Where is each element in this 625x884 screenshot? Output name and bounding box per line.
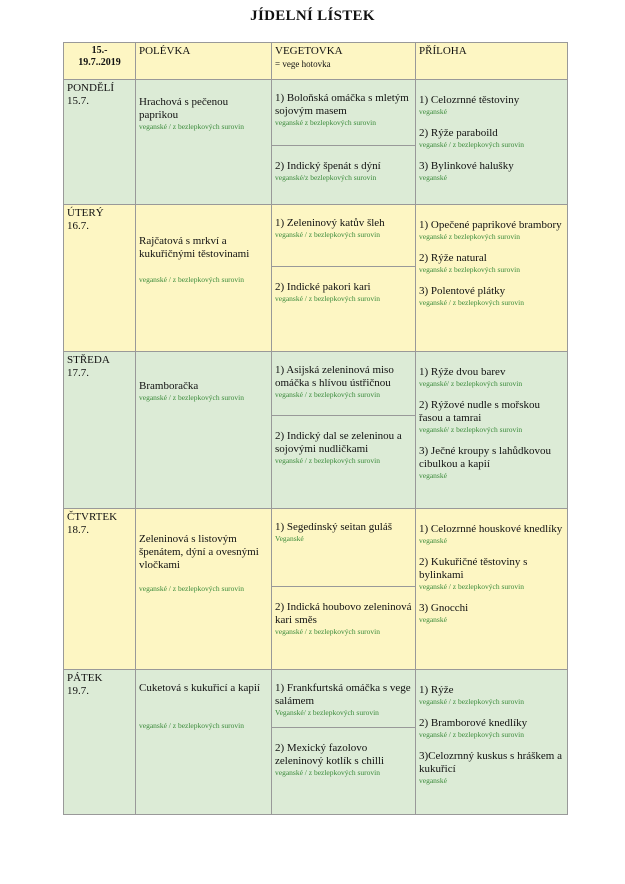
vege-cell: [272, 670, 416, 815]
vege-name: 2) Mexický fazolovo zeleninový kotlík s chilli: [275, 742, 385, 767]
soup-name: Bramboračka: [139, 380, 199, 392]
soup-cell: [136, 352, 272, 509]
header-date-line2: 19.7..2019: [78, 57, 121, 68]
vege-item: [272, 416, 415, 508]
day-name: ČTVRTEK: [67, 511, 118, 523]
vege-name: 2) Indický dal se zeleninou a sojovými nudličkami: [275, 430, 402, 455]
soup-cell: [136, 80, 272, 205]
side-name: 3) Gnocchi: [419, 602, 469, 614]
day-row: [64, 352, 568, 509]
side-note: veganské/ z bezlepkových surovin: [419, 379, 523, 388]
side-item: [419, 252, 564, 275]
day-name: PONDĚLÍ: [67, 82, 115, 94]
vege-cell: [272, 205, 416, 352]
soup-cell: [136, 670, 272, 815]
vege-note: veganské / z bezlepkových surovin: [275, 390, 380, 399]
page-title: JÍDELNÍ LÍSTEK: [250, 8, 375, 24]
side-note: veganské z bezlepkových surovin: [419, 265, 521, 274]
vege-name: 1) Frankfurtská omáčka s vege salámem: [275, 682, 411, 707]
side-note: veganské: [419, 536, 447, 545]
side-name: 3) Bylinkové halušky: [419, 160, 514, 172]
day-date: 15.7.: [67, 95, 89, 107]
day-date: 19.7.: [67, 685, 89, 697]
vege-name: 2) Indický špenát s dýní: [275, 160, 381, 172]
side-note: veganské: [419, 776, 447, 785]
side-note: veganské / z bezlepkových surovin: [419, 298, 524, 307]
side-item: [419, 366, 564, 389]
side-item: [419, 160, 564, 183]
side-name: 2) Rýže natural: [419, 252, 487, 264]
side-note: veganské: [419, 173, 447, 182]
side-item: [419, 684, 564, 707]
side-item: [419, 602, 564, 625]
soup-note: veganské / z bezlepkových surovin: [139, 275, 244, 284]
day-row: [64, 670, 568, 815]
side-item: [419, 556, 564, 592]
soup-cell: [136, 205, 272, 352]
vege-name: 2) Indická houbovo zeleninová kari směs: [275, 601, 412, 626]
side-note: veganské z bezlepkových surovin: [419, 232, 521, 241]
day-row: [64, 205, 568, 352]
vege-note: veganské / z bezlepkových surovin: [275, 768, 380, 777]
side-note: veganské / z bezlepkových surovin: [419, 730, 524, 739]
side-name: 1) Celozrnné těstoviny: [419, 94, 520, 106]
soup-note: veganské / z bezlepkových surovin: [139, 122, 244, 131]
header-side: [416, 43, 568, 80]
vege-note: veganské z bezlepkových surovin: [275, 118, 377, 127]
side-note: veganské / z bezlepkových surovin: [419, 140, 524, 149]
side-name: 1) Rýže: [419, 684, 454, 696]
side-note: veganské: [419, 471, 447, 480]
header-side-label: PŘÍLOHA: [419, 45, 467, 57]
side-note: veganské/ z bezlepkových surovin: [419, 425, 523, 434]
side-cell: [416, 670, 568, 815]
day-cell: [64, 509, 136, 670]
side-name: 1) Opečené paprikové brambory: [419, 219, 562, 231]
side-item: [419, 750, 564, 786]
vege-note: veganské / z bezlepkových surovin: [275, 456, 380, 465]
side-cell: [416, 205, 568, 352]
header-date: [64, 43, 136, 80]
vege-note: veganské/z bezlepkových surovin: [275, 173, 377, 182]
side-note: veganské / z bezlepkových surovin: [419, 582, 524, 591]
header-row: [64, 43, 568, 80]
day-date: 18.7.: [67, 524, 89, 536]
side-cell: [416, 80, 568, 205]
day-cell: [64, 80, 136, 205]
vege-item: [272, 352, 415, 416]
day-name: PÁTEK: [67, 672, 103, 684]
day-name: ÚTERÝ: [67, 207, 104, 219]
soup-name: Rajčatová s mrkví a kukuřičnými těstovinami: [139, 235, 250, 260]
vege-name: 1) Asijská zeleninová miso omáčka s hlívou ústřičnou: [275, 364, 394, 389]
side-name: 1) Celozrnné houskové knedlíky: [419, 523, 563, 535]
vege-item: [272, 267, 415, 351]
side-name: 3) Polentové plátky: [419, 285, 506, 297]
vege-item: [272, 80, 415, 146]
day-date: 17.7.: [67, 367, 89, 379]
header-date-line1: 15.-: [91, 45, 108, 56]
day-cell: [64, 352, 136, 509]
soup-note: veganské / z bezlepkových surovin: [139, 393, 244, 402]
side-note: veganské: [419, 615, 447, 624]
soup-name: Cuketová s kukuřicí a kapií: [139, 682, 260, 694]
vege-note: veganské / z bezlepkových surovin: [275, 627, 380, 636]
vege-name: 1) Segedínský seitan guláš: [275, 521, 393, 533]
soup-name: Zeleninová s listovým špenátem, dýní a ovesnými vločkami: [139, 533, 259, 571]
vege-item: [272, 670, 415, 728]
side-item: [419, 94, 564, 117]
day-cell: [64, 205, 136, 352]
soup-name: Hrachová s pečenou paprikou: [139, 96, 229, 121]
header-vege-note: = vege hotovka: [275, 59, 331, 69]
soup-cell: [136, 509, 272, 670]
side-name: 2) Kukuřičné těstoviny s bylinkami: [419, 556, 528, 581]
side-item: [419, 523, 564, 546]
vege-name: 1) Boloňská omáčka s mletým sojovým masem: [275, 92, 409, 117]
side-name: 3)Celozrnný kuskus s hráškem a kukuřicí: [419, 750, 562, 775]
side-cell: [416, 352, 568, 509]
side-name: 2) Bramborové knedlíky: [419, 717, 528, 729]
header-soup: [136, 43, 272, 80]
vege-cell: [272, 80, 416, 205]
vege-note: Veganské/ z bezlepkových surovin: [275, 708, 379, 717]
day-cell: [64, 670, 136, 815]
day-date: 16.7.: [67, 220, 89, 232]
vege-name: 2) Indické pakori kari: [275, 281, 371, 293]
header-vege-label: VEGETOVKA: [275, 45, 343, 57]
menu-table: [63, 42, 568, 815]
vege-item: [272, 587, 415, 669]
header-soup-label: POLÉVKA: [139, 45, 191, 57]
header-vege: [272, 43, 416, 80]
side-item: [419, 445, 564, 481]
vege-item: [272, 509, 415, 587]
vege-cell: [272, 352, 416, 509]
vege-note: veganské / z bezlepkových surovin: [275, 230, 380, 239]
side-item: [419, 127, 564, 150]
side-note: veganské: [419, 107, 447, 116]
day-row: [64, 80, 568, 205]
side-item: [419, 399, 564, 435]
soup-note: veganské / z bezlepkových surovin: [139, 584, 244, 593]
side-name: 2) Rýžové nudle s mořskou řasou a tamrai: [419, 399, 540, 424]
side-note: veganské / z bezlepkových surovin: [419, 697, 524, 706]
vege-note: Veganské: [275, 534, 304, 543]
side-item: [419, 285, 564, 308]
side-item: [419, 219, 564, 242]
side-item: [419, 717, 564, 740]
vege-cell: [272, 509, 416, 670]
day-name: STŘEDA: [67, 354, 110, 366]
side-name: 1) Rýže dvou barev: [419, 366, 506, 378]
side-cell: [416, 509, 568, 670]
soup-note: veganské / z bezlepkových surovin: [139, 721, 244, 730]
vege-item: [272, 146, 415, 204]
vege-item: [272, 205, 415, 267]
vege-name: 1) Zeleninový katův šleh: [275, 217, 385, 229]
vege-item: [272, 728, 415, 814]
day-row: [64, 509, 568, 670]
side-name: 2) Rýže paraboild: [419, 127, 498, 139]
vege-note: veganské / z bezlepkových surovin: [275, 294, 380, 303]
side-name: 3) Ječné kroupy s lahůdkovou cibulkou a kapií: [419, 445, 551, 470]
